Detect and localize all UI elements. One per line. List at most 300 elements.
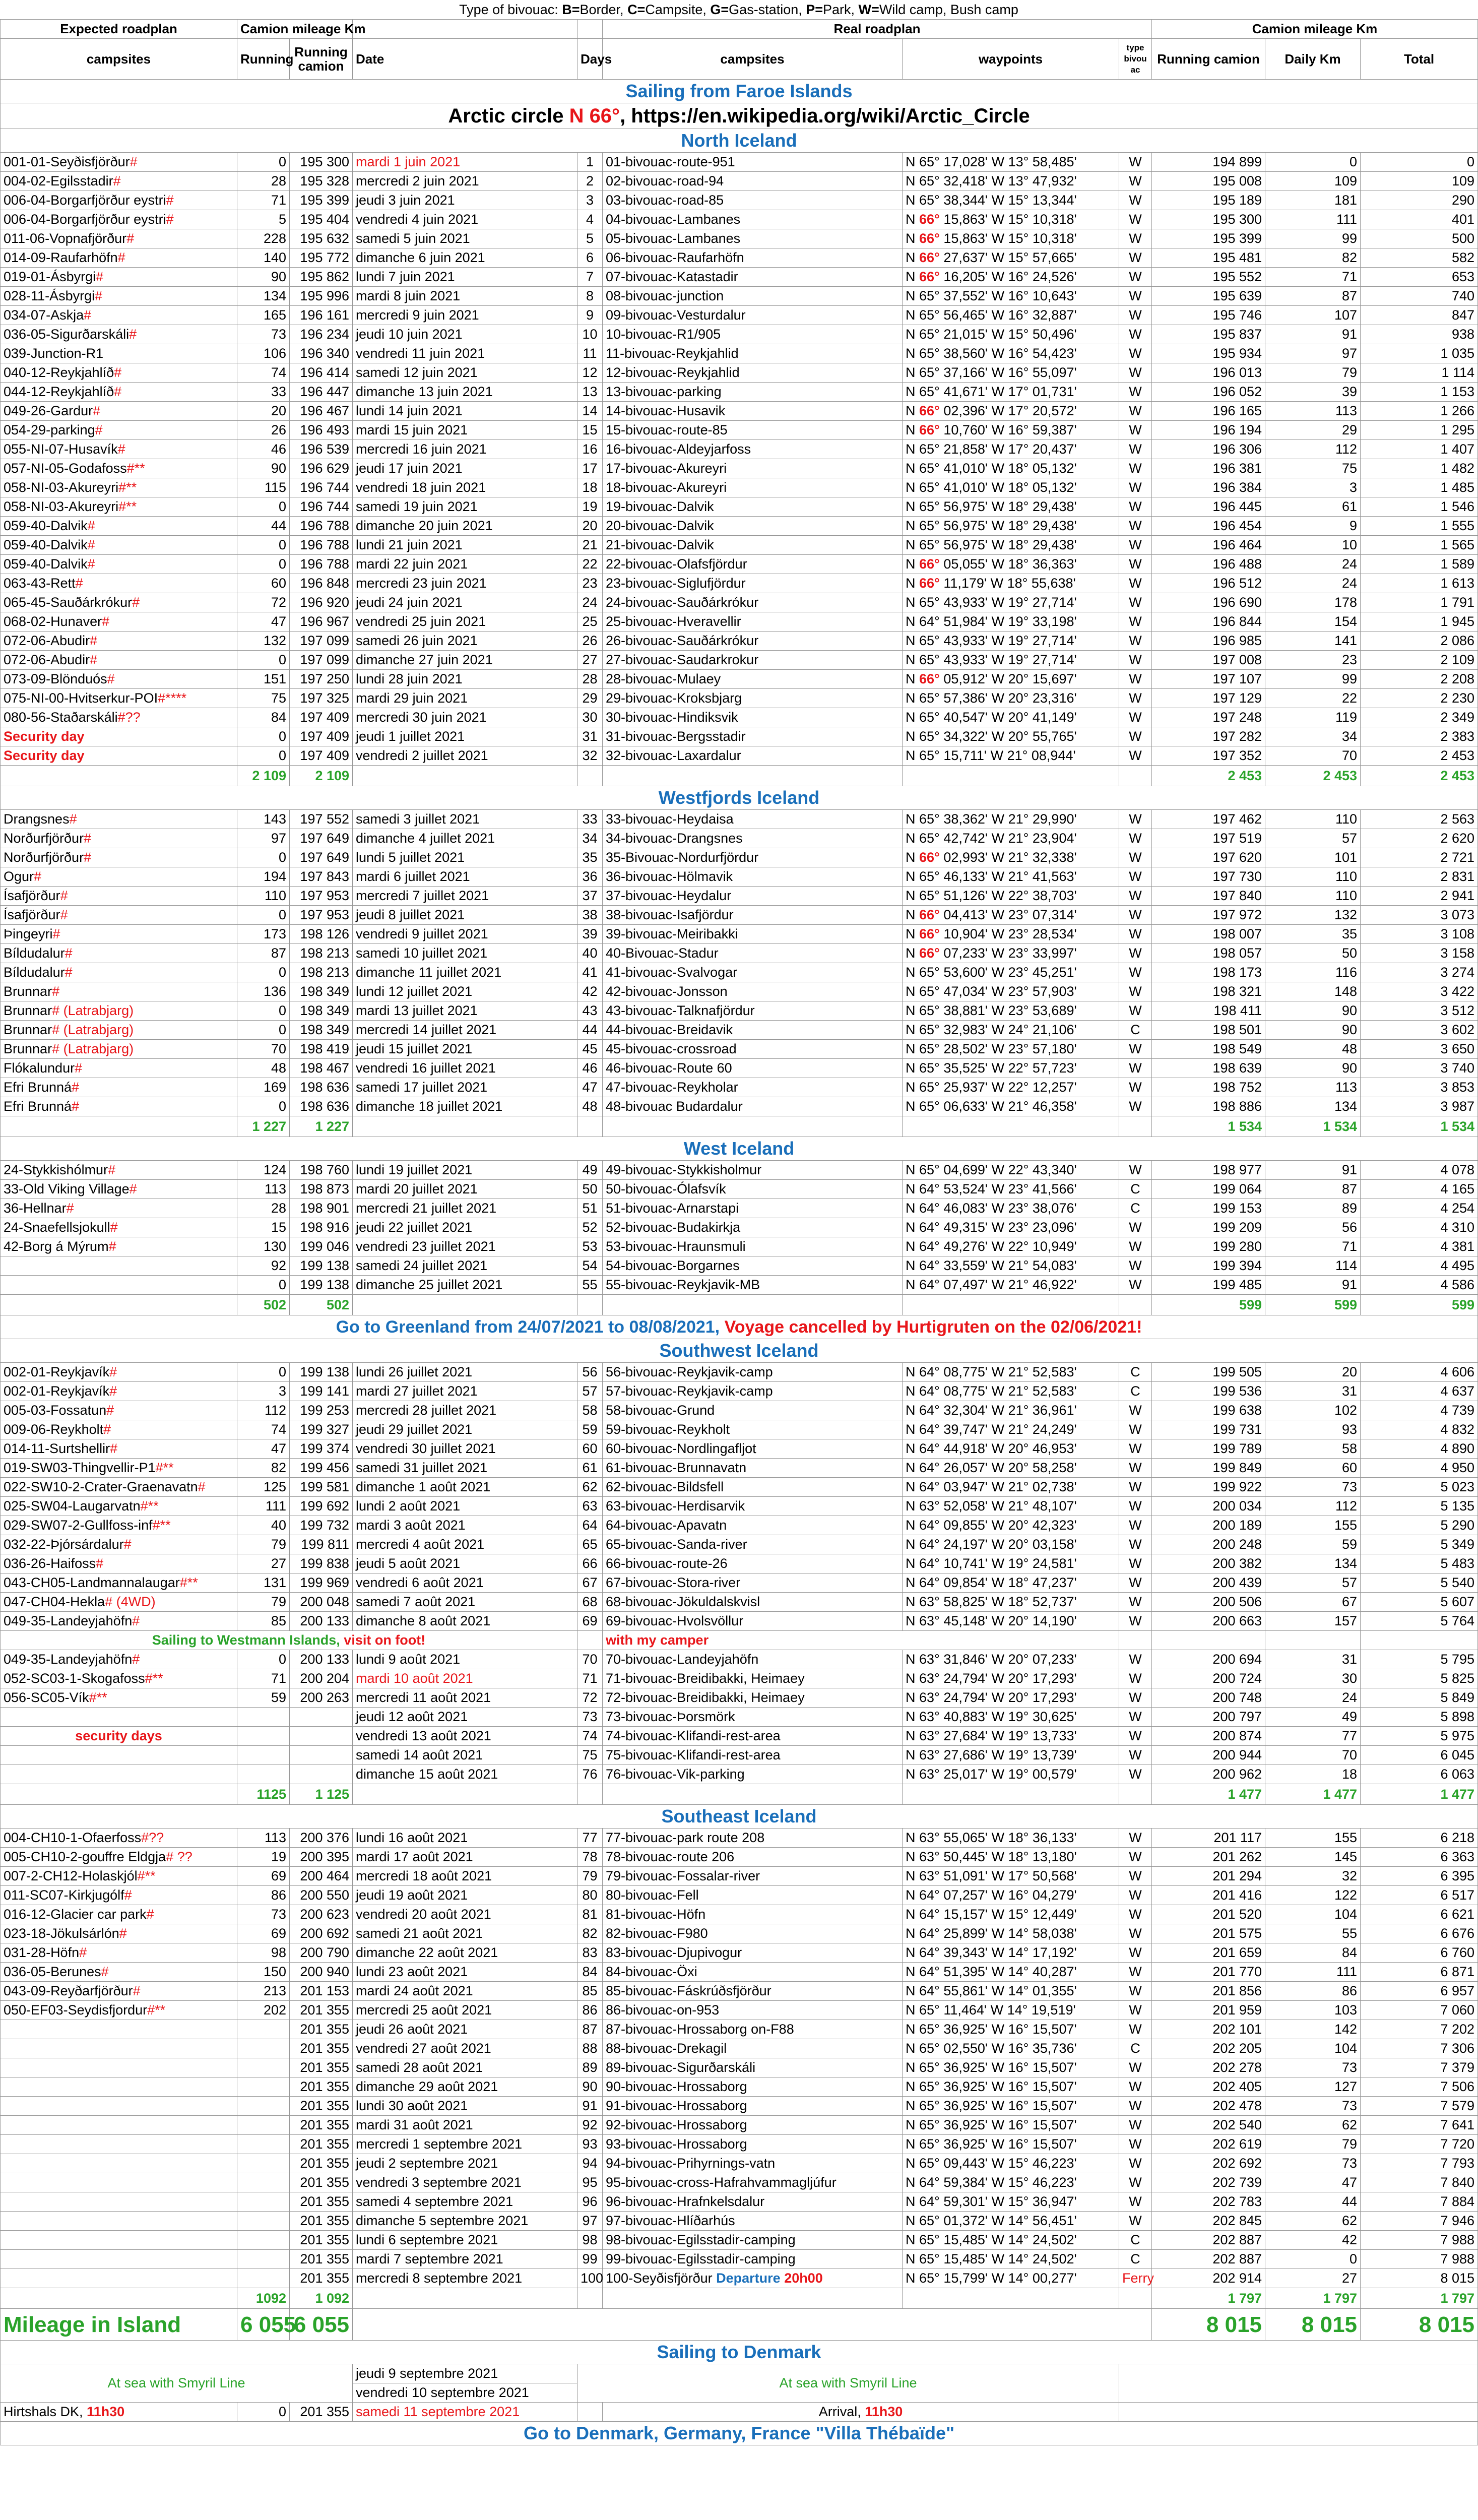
table-row <box>1 555 1478 574</box>
total-km: 2 620 <box>1361 829 1478 848</box>
day-number: 70 <box>577 1650 603 1669</box>
waypoint: N 65° 56,975' W 18° 29,438' <box>903 536 1119 555</box>
day-number: 43 <box>577 1001 603 1021</box>
real-campsite: 91-bivouac-Hrossaborg <box>603 2097 903 2116</box>
campsite-name: 040-12-Reykjahlíð <box>4 365 114 380</box>
waypoint: N 64° 03,947' W 21° 02,738' <box>903 1478 1119 1497</box>
date: dimanche 18 juillet 2021 <box>353 1097 577 1116</box>
real-campsite: 21-bivouac-Dalvik <box>603 536 903 555</box>
wp-n: N <box>906 422 920 437</box>
expected-running-camion: 199 456 <box>290 1459 353 1478</box>
daily-km: 58 <box>1265 1439 1361 1459</box>
campsite-name: 036-05-Sigurðarskáli <box>4 327 130 342</box>
expected-running: 28 <box>237 1199 290 1218</box>
real-campsite: 07-bivouac-Katastadir <box>603 268 903 287</box>
daily-km: 3 <box>1265 478 1361 497</box>
date: dimanche 6 juin 2021 <box>353 248 577 268</box>
real-campsite: 33-bivouac-Heydaisa <box>603 810 903 829</box>
date: mardi 27 juillet 2021 <box>353 1382 577 1401</box>
expected-campsite <box>1 1848 237 1867</box>
expected-running: 151 <box>237 670 290 689</box>
campsite-name: 058-NI-03-Akureyri <box>4 499 119 514</box>
total-km: 6 621 <box>1361 1905 1478 1924</box>
table-row <box>1 1982 1478 2001</box>
expected-campsite <box>1 2058 237 2077</box>
expected-campsite <box>1 555 237 574</box>
expected-running-camion: 196 788 <box>290 517 353 536</box>
subtotal-expected-camion: 502 <box>290 1295 353 1315</box>
real-running-camion: 196 013 <box>1152 363 1265 383</box>
bivouac-type: W <box>1119 1593 1152 1612</box>
total-km: 7 202 <box>1361 2020 1478 2039</box>
expected-campsite <box>1 210 237 229</box>
real-running-camion: 197 462 <box>1152 810 1265 829</box>
table-row <box>1 383 1478 402</box>
expected-running-camion: 196 493 <box>290 421 353 440</box>
subtotal-blank <box>1 1295 237 1315</box>
waypoint: N 65° 56,975' W 18° 29,438' <box>903 497 1119 517</box>
date: lundi 19 juillet 2021 <box>353 1161 577 1180</box>
real-running-camion: 196 306 <box>1152 440 1265 459</box>
waypoint: N 63° 27,686' W 19° 13,739' <box>903 1746 1119 1765</box>
expected-running-camion: 198 349 <box>290 1001 353 1021</box>
campsite-mark: # <box>52 984 60 999</box>
daily-km: 112 <box>1265 440 1361 459</box>
waypoint: N 65° 34,322' W 20° 55,765' <box>903 727 1119 746</box>
daily-km: 134 <box>1265 1097 1361 1116</box>
header-real: Real roadplan <box>603 20 1152 39</box>
waypoint: N 65° 01,372' W 14° 56,451' <box>903 2212 1119 2231</box>
campsite-name: 080-56-Staðarskáli <box>4 710 118 725</box>
real-campsite: 98-bivouac-Egilsstadir-camping <box>603 2231 903 2250</box>
campsite-mark: # <box>146 1907 154 1922</box>
expected-campsite <box>1 1905 237 1924</box>
date: mercredi 23 juin 2021 <box>353 574 577 593</box>
real-running-camion: 202 783 <box>1152 2192 1265 2212</box>
campsite-mark: # <box>166 193 174 208</box>
waypoint: N 64° 08,775' W 21° 52,583' <box>903 1382 1119 1401</box>
campsite-mark: # <box>84 850 92 865</box>
real-running-camion: 202 540 <box>1152 2116 1265 2135</box>
total-km: 3 073 <box>1361 906 1478 925</box>
table-row <box>1 593 1478 612</box>
campsite-mark: # (Latrabjarg) <box>52 1003 134 1018</box>
total-km: 4 832 <box>1361 1420 1478 1439</box>
daily-km: 71 <box>1265 1237 1361 1256</box>
date: mardi 6 juillet 2021 <box>353 867 577 887</box>
note-green: Sailing to Westmann Islands, <box>152 1632 344 1648</box>
date: mercredi 21 juillet 2021 <box>353 1199 577 1218</box>
day-number: 88 <box>577 2039 603 2058</box>
day-number: 87 <box>577 2020 603 2039</box>
real-running-camion: 199 922 <box>1152 1478 1265 1497</box>
expected-running-camion: 201 355 <box>290 2192 353 2212</box>
real-campsite: 18-bivouac-Akureyri <box>603 478 903 497</box>
expected-running <box>237 2020 290 2039</box>
bivouac-type: W <box>1119 1420 1152 1439</box>
date: samedi 11 septembre 2021 <box>353 2403 577 2422</box>
total-km: 653 <box>1361 268 1478 287</box>
expected-campsite <box>1 925 237 944</box>
real-campsite: 02-bivouac-road-94 <box>603 172 903 191</box>
wp-arctic: 66° <box>919 850 940 865</box>
bivouac-type: C <box>1119 1199 1152 1218</box>
expected-running: 84 <box>237 708 290 727</box>
expected-running: 143 <box>237 810 290 829</box>
bivouac-type: W <box>1119 1256 1152 1276</box>
expected-running: 48 <box>237 1059 290 1078</box>
bivouac-type: W <box>1119 1439 1152 1459</box>
waypoint <box>903 421 1119 440</box>
total-km: 2 086 <box>1361 632 1478 651</box>
bivouac-type: Ferry <box>1119 2269 1152 2288</box>
date: jeudi 26 août 2021 <box>353 2020 577 2039</box>
daily-km: 62 <box>1265 2116 1361 2135</box>
total-km: 3 422 <box>1361 982 1478 1001</box>
table-row <box>1 287 1478 306</box>
table-row <box>1 1021 1478 1040</box>
header-camion-2: Camion mileage Km <box>1152 20 1478 39</box>
campsite-name: 050-EF03-Seydisfjordur <box>4 2002 148 2018</box>
campsite-mark: # <box>96 269 104 284</box>
real-campsite: 84-bivouac-Öxi <box>603 1963 903 1982</box>
real-running-camion: 200 962 <box>1152 1765 1265 1784</box>
campsite-name: 24-Stykkishólmur <box>4 1162 108 1177</box>
campsite-mark: # <box>34 869 42 884</box>
expected-running-camion: 200 790 <box>290 1943 353 1963</box>
daily-km: 87 <box>1265 287 1361 306</box>
total-km: 5 290 <box>1361 1516 1478 1535</box>
bivouac-type: W <box>1119 2116 1152 2135</box>
total-km: 6 517 <box>1361 1886 1478 1905</box>
expected-campsite <box>1 848 237 867</box>
daily-km: 32 <box>1265 1867 1361 1886</box>
waypoint: N 65° 38,560' W 16° 54,423' <box>903 344 1119 363</box>
subtotal-daily: 1 534 <box>1265 1116 1361 1137</box>
real-campsite: 36-bivouac-Hölmavik <box>603 867 903 887</box>
expected-running <box>237 2192 290 2212</box>
real-campsite: 90-bivouac-Hrossaborg <box>603 2077 903 2097</box>
real-running-camion: 200 663 <box>1152 1612 1265 1631</box>
daily-km: 57 <box>1265 1573 1361 1593</box>
subtotal-daily: 599 <box>1265 1295 1361 1315</box>
expected-running: 0 <box>237 497 290 517</box>
campsite-name: 028-11-Ásbyrgi <box>4 288 95 303</box>
real-running-camion: 201 856 <box>1152 1982 1265 2001</box>
expected-running: 173 <box>237 925 290 944</box>
day-number: 82 <box>577 1924 603 1943</box>
campsite-name: 049-26-Gardur <box>4 403 93 418</box>
table-row <box>1 1078 1478 1097</box>
campsite-mark: #** <box>118 499 137 514</box>
date: mercredi 14 juillet 2021 <box>353 1021 577 1040</box>
campsite-name: 001-01-Seyðisfjörður <box>4 154 130 169</box>
daily-km: 155 <box>1265 1516 1361 1535</box>
day-number: 91 <box>577 2097 603 2116</box>
table-row <box>1 1497 1478 1516</box>
subtotal-real-running: 1 534 <box>1152 1116 1265 1137</box>
campsite-name: 004-02-Egilsstadir <box>4 173 113 188</box>
total-km: 1 546 <box>1361 497 1478 517</box>
expected-campsite <box>1 2192 237 2212</box>
legend-prefix: Type of bivouac: <box>459 2 562 17</box>
expected-running: 47 <box>237 612 290 632</box>
date: jeudi 1 juillet 2021 <box>353 727 577 746</box>
date: samedi 21 août 2021 <box>353 1924 577 1943</box>
day-number: 25 <box>577 612 603 632</box>
expected-running-camion: 198 760 <box>290 1161 353 1180</box>
daily-km: 91 <box>1265 325 1361 344</box>
bivouac-type: C <box>1119 2039 1152 2058</box>
total-km: 3 158 <box>1361 944 1478 963</box>
day-number: 92 <box>577 2116 603 2135</box>
daily-km: 61 <box>1265 497 1361 517</box>
campsite-mark: # <box>90 633 98 648</box>
expected-campsite <box>1 1593 237 1612</box>
bivouac-type: W <box>1119 2097 1152 2116</box>
expected-campsite <box>1 829 237 848</box>
bivouac-type: W <box>1119 1848 1152 1867</box>
hirtshals-running: 0 <box>237 2403 290 2422</box>
expected-running: 69 <box>237 1867 290 1886</box>
table-row <box>1 2250 1478 2269</box>
total-km: 3 512 <box>1361 1001 1478 1021</box>
table-row <box>1 2173 1478 2192</box>
table-row <box>1 829 1478 848</box>
expected-running-camion: 196 234 <box>290 325 353 344</box>
expected-running-camion: 196 447 <box>290 383 353 402</box>
bivouac-type: W <box>1119 1982 1152 2001</box>
campsite-mark: #** <box>152 1518 171 1533</box>
wp-arctic: 66° <box>919 576 940 591</box>
expected-running: 44 <box>237 517 290 536</box>
expected-running: 47 <box>237 1439 290 1459</box>
campsite-name: 065-45-Sauðárkrókur <box>4 595 133 610</box>
campsite-mark: # <box>52 926 60 941</box>
day-number: 56 <box>577 1363 603 1382</box>
real-campsite: 81-bivouac-Höfn <box>603 1905 903 1924</box>
date: jeudi 15 juillet 2021 <box>353 1040 577 1059</box>
table-row <box>1 2192 1478 2212</box>
table-row <box>1 1459 1478 1478</box>
expected-running: 46 <box>237 440 290 459</box>
expected-running-camion: 198 636 <box>290 1078 353 1097</box>
expected-running: 0 <box>237 1276 290 1295</box>
expected-running-camion: 201 355 <box>290 2097 353 2116</box>
campsite-mark: # <box>65 946 73 961</box>
real-running-camion: 202 914 <box>1152 2269 1265 2288</box>
bivouac-type: W <box>1119 1040 1152 1059</box>
real-campsite: 19-bivouac-Dalvik <box>603 497 903 517</box>
bivouac-type: W <box>1119 963 1152 982</box>
real-campsite: 55-bivouac-Reykjavik-MB <box>603 1276 903 1295</box>
table-row <box>1 478 1478 497</box>
subtotal-blank <box>353 766 577 786</box>
date: lundi 12 juillet 2021 <box>353 982 577 1001</box>
campsite-name: Brunnar <box>4 1003 52 1018</box>
real-campsite: 74-bivouac-Klifandi-rest-area <box>603 1727 903 1746</box>
bivouac-type: W <box>1119 2154 1152 2173</box>
total-km: 7 306 <box>1361 2039 1478 2058</box>
date: vendredi 25 juin 2021 <box>353 612 577 632</box>
expected-campsite <box>1 497 237 517</box>
real-campsite: 82-bivouac-F980 <box>603 1924 903 1943</box>
real-running-camion: 199 505 <box>1152 1363 1265 1382</box>
arctic-latitude: N 66° <box>569 105 620 127</box>
campsite-mark: # <box>102 614 110 629</box>
real-campsite: 49-bivouac-Stykkisholmur <box>603 1161 903 1180</box>
real-campsite: 27-bivouac-Saudarkrokur <box>603 651 903 670</box>
expected-running-camion: 201 355 <box>290 2250 353 2269</box>
column-header: Running camion <box>1152 39 1265 80</box>
real-running-camion: 194 899 <box>1152 153 1265 172</box>
real-running-camion: 196 165 <box>1152 402 1265 421</box>
daily-km: 50 <box>1265 944 1361 963</box>
legend-value: Gas-station, <box>729 2 806 17</box>
expected-campsite <box>1 1276 237 1295</box>
day-number: 59 <box>577 1420 603 1439</box>
expected-campsite <box>1 593 237 612</box>
campsite-name: 029-SW07-2-Gullfoss-inf <box>4 1518 153 1533</box>
expected-running-camion: 199 327 <box>290 1420 353 1439</box>
campsite-mark: # <box>60 888 68 903</box>
waypoint: N 65° 25,937' W 22° 12,257' <box>903 1078 1119 1097</box>
real-running-camion: 197 840 <box>1152 887 1265 906</box>
day-number: 48 <box>577 1097 603 1116</box>
subtotal-expected-running: 1125 <box>237 1784 290 1805</box>
daily-km: 90 <box>1265 1021 1361 1040</box>
total-km: 3 108 <box>1361 925 1478 944</box>
bivouac-type: C <box>1119 2231 1152 2250</box>
wp-rest: 27,637' W 15° 57,665' <box>939 250 1077 265</box>
campsite-name: 014-11-Surtshellir <box>4 1441 110 1456</box>
expected-running-camion: 199 141 <box>290 1382 353 1401</box>
table-row <box>1 1765 1478 1784</box>
real-running-camion: 200 189 <box>1152 1516 1265 1535</box>
subtotal-blank <box>1 766 237 786</box>
daily-km: 89 <box>1265 1199 1361 1218</box>
expected-running: 75 <box>237 689 290 708</box>
real-campsite: 57-bivouac-Reykjavik-camp <box>603 1382 903 1401</box>
expected-running: 19 <box>237 1848 290 1867</box>
day-number: 5 <box>577 229 603 248</box>
expected-running-camion: 200 550 <box>290 1886 353 1905</box>
expected-running-camion: 199 138 <box>290 1276 353 1295</box>
table-row <box>1 1573 1478 1593</box>
daily-km: 20 <box>1265 1363 1361 1382</box>
day-number: 17 <box>577 459 603 478</box>
real-running-camion: 202 887 <box>1152 2250 1265 2269</box>
campsite-mark: # <box>113 173 121 188</box>
real-campsite: 77-bivouac-park route 208 <box>603 1829 903 1848</box>
campsite-mark: # <box>60 907 68 922</box>
expected-running-camion: 197 953 <box>290 906 353 925</box>
real-campsite: 71-bivouac-Breidibakki, Heimaey <box>603 1669 903 1688</box>
total-km: 6 760 <box>1361 1943 1478 1963</box>
campsite-name: Efri Brunná <box>4 1099 72 1114</box>
subtotal-row <box>1 1784 1478 1805</box>
expected-running: 106 <box>237 344 290 363</box>
daily-km: 86 <box>1265 1982 1361 2001</box>
day-number: 66 <box>577 1554 603 1573</box>
real-campsite: 83-bivouac-Djupivogur <box>603 1943 903 1963</box>
bivouac-type: W <box>1119 210 1152 229</box>
total-km: 1 035 <box>1361 344 1478 363</box>
real-running-camion: 196 052 <box>1152 383 1265 402</box>
expected-running <box>237 2173 290 2192</box>
westmann-note <box>1 1631 577 1650</box>
day-number: 99 <box>577 2250 603 2269</box>
campsite-mark: #** <box>118 480 137 495</box>
date: jeudi 8 juillet 2021 <box>353 906 577 925</box>
subtotal-blank <box>1 1116 237 1137</box>
table-row <box>1 1059 1478 1078</box>
daily-km: 99 <box>1265 229 1361 248</box>
real-running-camion: 200 382 <box>1152 1554 1265 1573</box>
real-running-camion: 196 445 <box>1152 497 1265 517</box>
daily-km: 59 <box>1265 1535 1361 1554</box>
expected-running-camion: 196 848 <box>290 574 353 593</box>
expected-campsite <box>1 1040 237 1059</box>
expected-running-camion: 196 920 <box>290 593 353 612</box>
hirtshals-label: Hirtshals DK, <box>4 2404 87 2419</box>
column-header: Date <box>353 39 577 80</box>
wp-rest: 11,179' W 18° 55,638' <box>939 576 1076 591</box>
waypoint: N 65° 11,464' W 14° 19,519' <box>903 2001 1119 2020</box>
bivouac-type: W <box>1119 248 1152 268</box>
expected-campsite <box>1 2077 237 2097</box>
wp-rest: 05,912' W 20° 15,697' <box>939 671 1077 686</box>
campsite-mark: # <box>117 250 125 265</box>
waypoint: N 64° 49,276' W 22° 10,949' <box>903 1237 1119 1256</box>
daily-km: 31 <box>1265 1650 1361 1669</box>
date: vendredi 20 août 2021 <box>353 1905 577 1924</box>
table-row <box>1 210 1478 229</box>
date: jeudi 24 juin 2021 <box>353 593 577 612</box>
expected-running: 124 <box>237 1161 290 1180</box>
real-running-camion: 201 959 <box>1152 2001 1265 2020</box>
campsite-mark: # <box>72 1080 80 1095</box>
campsite-name: 022-SW10-2-Crater-Graenavatn <box>4 1479 198 1494</box>
day-number: 34 <box>577 829 603 848</box>
mileage-expected-camion: 6 055 <box>290 2309 353 2341</box>
day-number: 81 <box>577 1905 603 1924</box>
subtotal-blank <box>1119 1116 1152 1137</box>
campsite-mark: # <box>72 1099 80 1114</box>
waypoint: N 64° 39,343' W 14° 17,192' <box>903 1943 1119 1963</box>
bivouac-type: W <box>1119 1905 1152 1924</box>
wp-arctic: 66° <box>919 212 940 227</box>
date: mercredi 7 juillet 2021 <box>353 887 577 906</box>
date: dimanche 25 juillet 2021 <box>353 1276 577 1295</box>
subtotal-blank <box>603 1295 903 1315</box>
real-campsite: 32-bivouac-Laxardalur <box>603 746 903 766</box>
day-number: 83 <box>577 1943 603 1963</box>
waypoint: N 63° 58,825' W 18° 52,737' <box>903 1593 1119 1612</box>
expected-campsite <box>1 1439 237 1459</box>
legend-key: C= <box>627 2 646 17</box>
expected-running-camion: 196 414 <box>290 363 353 383</box>
expected-running: 202 <box>237 2001 290 2020</box>
expected-running-camion: 196 788 <box>290 555 353 574</box>
arrival <box>603 2403 1119 2422</box>
waypoint: N 64° 09,855' W 20° 42,323' <box>903 1516 1119 1535</box>
bivouac-type: W <box>1119 402 1152 421</box>
real-running-camion: 199 731 <box>1152 1420 1265 1439</box>
waypoint: N 64° 15,157' W 15° 12,449' <box>903 1905 1119 1924</box>
daily-km: 73 <box>1265 2097 1361 2116</box>
subtotal-expected-running: 2 109 <box>237 766 290 786</box>
